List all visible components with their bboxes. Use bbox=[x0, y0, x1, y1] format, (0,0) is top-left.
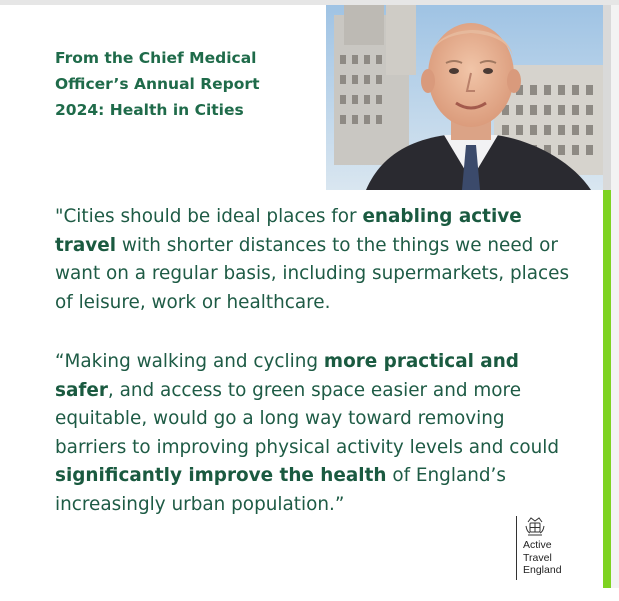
quote-2-text-b: , and access to green space easier and more equitable, would go a long way toward removing barriers to improving physical activity levels and could bbox=[55, 379, 560, 458]
portrait-photo bbox=[326, 5, 603, 190]
accent-bar bbox=[603, 190, 611, 588]
side-bar-grey bbox=[603, 5, 611, 190]
quote-paragraph-1 bbox=[55, 203, 575, 317]
quote-2-text-c: of England’s increasingly urban population.” bbox=[55, 465, 506, 515]
quote-paragraph-2 bbox=[55, 348, 575, 520]
quote-2-highlight-2: significantly improve the health bbox=[55, 465, 387, 487]
logo-divider bbox=[516, 516, 517, 580]
logo-wordmark bbox=[523, 539, 562, 577]
page-edge bbox=[611, 5, 619, 588]
quote-1-text-a: "Cities should be ideal places for bbox=[55, 206, 363, 227]
quote-1-highlight: enabling active travel bbox=[55, 206, 522, 256]
quote-1-text-b: with shorter distances to the things we need or want on a regular basis, including supermarkets, places of leisure, work or healthcare. bbox=[55, 234, 570, 313]
active-travel-england-logo bbox=[516, 516, 586, 582]
quote-2-text-a: “Making walking and cycling bbox=[55, 351, 324, 372]
logo-line-2: Travel bbox=[523, 551, 552, 564]
logo-line-3: England bbox=[523, 564, 562, 576]
royal-crest-icon bbox=[524, 516, 546, 536]
quote-2-highlight-1: more practical and safer bbox=[55, 351, 519, 401]
portrait-photo-image bbox=[326, 5, 603, 190]
logo-line-1: Active bbox=[523, 539, 552, 551]
report-title: From the Chief Medical Officer’s Annual Report 2024: Health in Cities bbox=[55, 49, 260, 119]
bottom-margin bbox=[0, 588, 619, 601]
